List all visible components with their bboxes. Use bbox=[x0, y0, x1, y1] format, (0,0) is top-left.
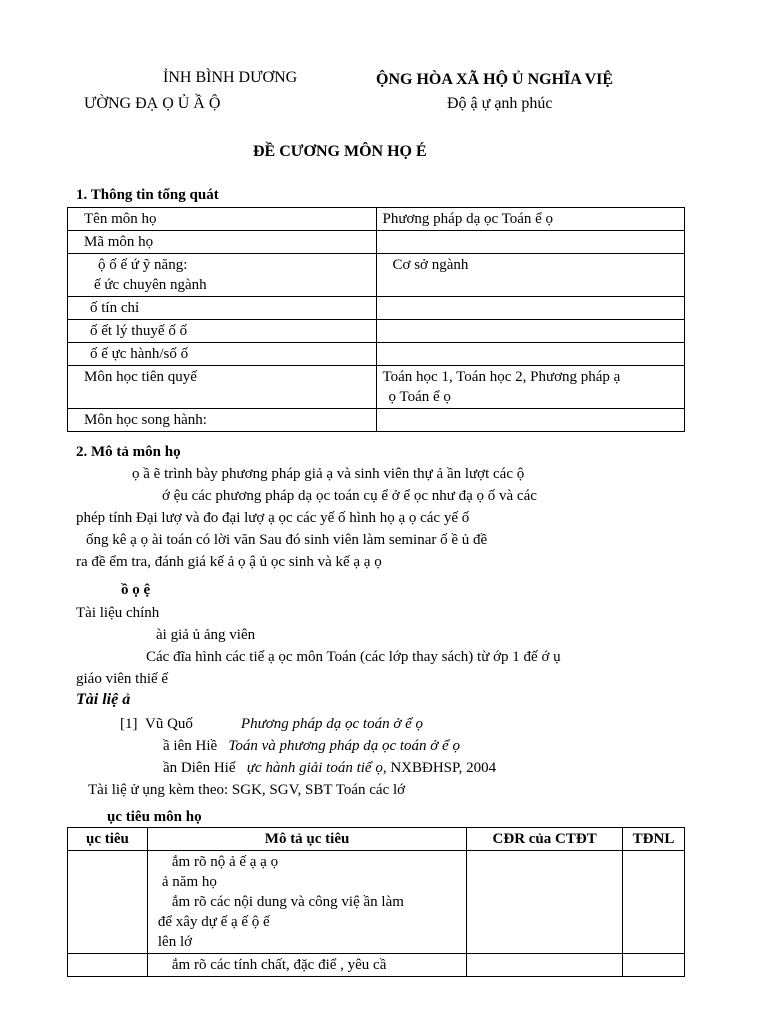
info-label: ộ ố ế ứ ỹ năng: bbox=[98, 257, 188, 273]
description-line: ống kê ạ ọ ài toán có lời văn Sau đó sinh viên làm seminar ố ề ủ đề bbox=[86, 532, 488, 548]
header-left-line1: ỈNH BÌNH DƯƠNG bbox=[163, 69, 298, 86]
main-material-item-cont: giáo viên thiế ế bbox=[76, 671, 169, 687]
info-value bbox=[376, 297, 684, 320]
table-header-row bbox=[68, 828, 685, 851]
column-header: Mô tả ục tiêu bbox=[147, 828, 466, 851]
objective-line: ả năm họ bbox=[161, 874, 217, 890]
reference-materials-label: Tài liệ ả bbox=[76, 691, 131, 708]
objective-description-cell bbox=[147, 851, 466, 954]
table-row bbox=[68, 409, 685, 432]
materials-heading: ồ ọ ệ bbox=[121, 582, 151, 598]
competency-cell bbox=[623, 954, 685, 977]
reference-author: ần Diên Hiể bbox=[163, 760, 236, 776]
main-material-item: Các đĩa hình các tiế ạ ọc môn Toán (các lớp thay sách) từ ớp 1 đế ớ ụ bbox=[146, 649, 561, 665]
elo-cell bbox=[467, 851, 623, 954]
info-label: ố ế ực hành/số ố bbox=[68, 343, 377, 366]
info-value bbox=[376, 320, 684, 343]
objective-line: ắm rõ các nội dung và công việ ần làm bbox=[171, 894, 404, 910]
reference-number: [1] bbox=[120, 716, 138, 732]
table-row bbox=[68, 320, 685, 343]
info-label: Môn học song hành: bbox=[68, 409, 377, 432]
reference-publisher: , NXBĐHSP, 2004 bbox=[382, 760, 497, 776]
description-line: ra đề ểm tra, đánh giá kế ả ọ ậ ủ ọc sinh và kế ạ ạ ọ bbox=[76, 554, 382, 570]
info-value bbox=[376, 231, 684, 254]
info-label: Tên môn họ bbox=[68, 208, 377, 231]
objective-line: ắm rõ nộ ả ế ạ ạ ọ bbox=[171, 854, 279, 870]
table-row bbox=[68, 254, 685, 297]
section2-heading: 2. Mô tả môn họ bbox=[76, 444, 181, 460]
reference-item bbox=[163, 759, 496, 777]
column-header: CĐR của CTĐT bbox=[467, 828, 623, 851]
table-row bbox=[68, 954, 685, 977]
info-label: ố tín chỉ bbox=[68, 297, 377, 320]
table-row bbox=[68, 851, 685, 954]
reference-author: ầ iên Hiề bbox=[163, 738, 218, 754]
reference-item bbox=[163, 737, 460, 755]
info-value: Cơ sở ngành bbox=[376, 254, 684, 297]
document-title: ĐỀ CƯƠNG MÔN HỌ É bbox=[253, 143, 427, 160]
info-value: Phương pháp dạ ọc Toán ể ọ bbox=[376, 208, 684, 231]
info-value-cont: ọ Toán ể ọ bbox=[388, 389, 451, 405]
reference-title: Toán và phương pháp dạ ọc toán ở ể ọ bbox=[228, 738, 460, 754]
info-value bbox=[376, 343, 684, 366]
objective-line: lên lớ bbox=[157, 934, 193, 950]
section1-heading: 1. Thông tin tổng quát bbox=[76, 187, 219, 203]
objectives-heading: ục tiêu môn họ bbox=[107, 809, 202, 825]
header-left-line2: ƯỜNG ĐẠ Ọ Ủ Ầ Ộ bbox=[84, 95, 221, 112]
table-row bbox=[68, 343, 685, 366]
other-materials: Tài liệ ử ụng kèm theo: SGK, SGV, SBT Toán các lớ bbox=[88, 782, 406, 798]
objective-line: ắm rõ các tính chất, đặc điể , yêu cầ bbox=[171, 957, 387, 973]
header-right-line1: ỘNG HÒA XÃ HỘ Ủ NGHĨA VIỆ bbox=[376, 71, 614, 88]
info-value-cell bbox=[376, 366, 684, 409]
info-value bbox=[376, 409, 684, 432]
objective-description-cell bbox=[147, 954, 466, 977]
info-label: Môn học tiên quyế bbox=[68, 366, 377, 409]
table-row bbox=[68, 231, 685, 254]
table-row bbox=[68, 297, 685, 320]
info-label: ố ết lý thuyế ố ố bbox=[68, 320, 377, 343]
reference-item bbox=[120, 715, 423, 733]
table-row bbox=[68, 208, 685, 231]
reference-author: Vũ Quố bbox=[145, 716, 193, 732]
table-row bbox=[68, 366, 685, 409]
main-materials-label: Tài liệu chính bbox=[76, 605, 160, 621]
description-line: ớ ệu các phương pháp dạ ọc toán cụ ể ở ể ọc như đạ ọ ố và các bbox=[162, 488, 537, 504]
reference-title: Phương pháp dạ ọc toán ở ể ọ bbox=[240, 716, 424, 732]
objective-id-cell bbox=[68, 851, 148, 954]
header-right-line2: Độ ậ ự ạnh phúc bbox=[447, 95, 553, 112]
objective-line: để xây dự ế ạ ế ộ ế bbox=[157, 914, 270, 930]
description-line: phép tính Đại lượ và đo đại lượ ạ ọc các yế ố hình họ ạ ọ các yế ố bbox=[76, 510, 470, 526]
info-label: Mã môn họ bbox=[68, 231, 377, 254]
info-label-cell bbox=[68, 254, 377, 297]
competency-cell bbox=[623, 851, 685, 954]
elo-cell bbox=[467, 954, 623, 977]
description-line: ọ ầ ẽ trình bày phương pháp giả ạ và sinh viên thự ả ần lượt các ộ bbox=[132, 466, 525, 482]
info-value: Toán học 1, Toán học 2, Phương pháp ạ bbox=[382, 369, 621, 385]
reference-title: ực hành giải toán tiể ọ bbox=[246, 760, 383, 776]
general-info-table bbox=[67, 207, 685, 432]
info-label-cont: ế ức chuyên ngành bbox=[94, 277, 207, 293]
column-header: ục tiêu bbox=[68, 828, 148, 851]
main-material-item: ài giả ủ ảng viên bbox=[156, 627, 256, 643]
objectives-table bbox=[67, 827, 685, 977]
objective-id-cell bbox=[68, 954, 148, 977]
column-header: TĐNL bbox=[623, 828, 685, 851]
